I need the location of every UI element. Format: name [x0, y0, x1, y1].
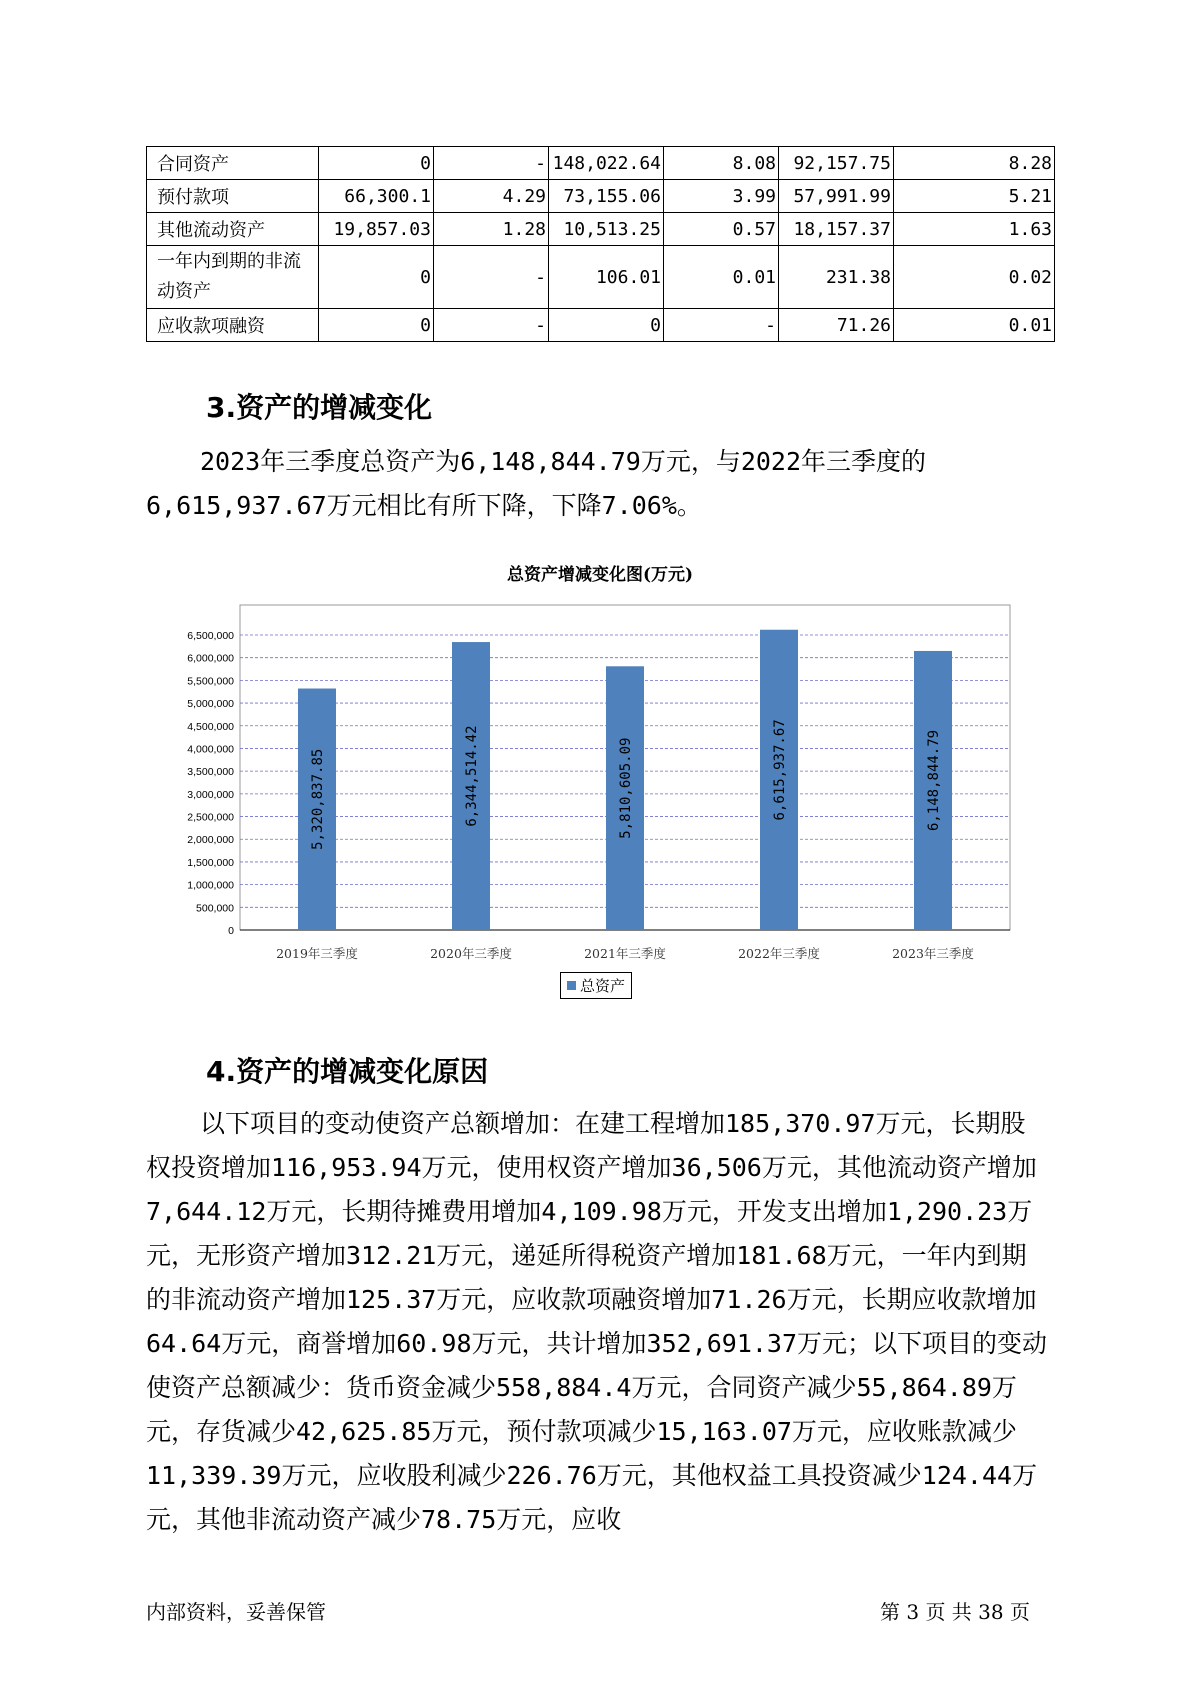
y-tick-label: 5,500,000 — [187, 675, 234, 688]
x-category-label: 2023年三季度 — [892, 946, 974, 960]
bar-data-label: 6,148,844.79 — [926, 729, 942, 832]
section-3-heading: 3.资产的增减变化 — [206, 391, 433, 424]
x-category-label: 2019年三季度 — [276, 946, 358, 960]
y-tick-label: 4,000,000 — [187, 743, 234, 756]
row-label: 一年内到期的非流动资产 — [147, 246, 319, 309]
cell: 0.57 — [664, 213, 779, 246]
y-tick-label: 2,500,000 — [187, 811, 234, 824]
cell: - — [664, 309, 779, 342]
table-row — [147, 180, 1055, 213]
legend-swatch — [567, 981, 576, 990]
footer-confidential: 内部资料，妥善保管 — [146, 1600, 326, 1624]
y-tick-label: 3,000,000 — [187, 788, 234, 801]
y-tick-label: 4,500,000 — [187, 720, 234, 733]
bar-data-label: 6,344,514.42 — [464, 725, 480, 827]
table-row — [147, 246, 1055, 309]
cell: 0 — [319, 309, 434, 342]
cell: 66,300.1 — [319, 180, 434, 213]
table-row — [147, 213, 1055, 246]
bar-data-label: 5,810,605.09 — [618, 737, 634, 839]
cell: 0 — [319, 246, 434, 309]
cell: 19,857.03 — [319, 213, 434, 246]
y-tick-label: 6,000,000 — [187, 652, 234, 665]
row-label: 应收款项融资 — [147, 309, 319, 342]
cell: 1.63 — [894, 213, 1055, 246]
section-4-paragraph: 以下项目的变动使资产总额增加：在建工程增加185,370.97万元，长期股权投资增加116,953.94万元，使用权资产增加36,506万元，其他流动资产增加7,644.12万元，长期待摊费用增加4,109.98万元，开发支出增加1,290.23万元，无形资产增加312.21万元，递延所得税资产增加181.68万元，一年内到期的非流动资产增加125.37万元，应收款项融资增加71.26万元，长期应收款增加64.64万元，商誉增加60.98万元，共计增加352,691.37万元；以下项目的变动使资产总额减少：货币资金减少558,884.4万元，合同资产减少55,864.89万元，存货减少42,625.85万元，预付款项减少15,163.07万元，应收账款减少11,339.39万元，应收股利减少226.76万元，其他权益工具投资减少124.44万元，其他非流动资产减少78.75万元，应收 — [146, 1109, 1048, 1534]
cell: 106.01 — [549, 246, 664, 309]
cell: 0.01 — [894, 309, 1055, 342]
cell: 0 — [319, 147, 434, 180]
legend-label: 总资产 — [580, 977, 626, 995]
x-category-label: 2021年三季度 — [584, 946, 666, 960]
cell: 3.99 — [664, 180, 779, 213]
y-tick-label: 0 — [228, 925, 234, 937]
y-tick-label: 1,000,000 — [187, 879, 234, 892]
y-tick-label: 1,500,000 — [187, 856, 234, 869]
cell: 92,157.75 — [779, 147, 894, 180]
row-label: 合同资产 — [147, 147, 319, 180]
chart-legend — [560, 972, 632, 999]
cell: 8.08 — [664, 147, 779, 180]
table-row — [147, 147, 1055, 180]
cell: - — [434, 309, 549, 342]
cell: 4.29 — [434, 180, 549, 213]
cell: 0.01 — [664, 246, 779, 309]
cell: 0.02 — [894, 246, 1055, 309]
cell: 10,513.25 — [549, 213, 664, 246]
x-category-label: 2022年三季度 — [738, 946, 820, 960]
cell: - — [434, 246, 549, 309]
y-tick-label: 500,000 — [196, 902, 234, 915]
cell: 57,991.99 — [779, 180, 894, 213]
cell: 148,022.64 — [549, 147, 664, 180]
table-row — [147, 309, 1055, 342]
cell: - — [434, 147, 549, 180]
cell: 0 — [549, 309, 664, 342]
y-tick-label: 6,500,000 — [187, 630, 234, 642]
x-category-label: 2020年三季度 — [430, 946, 512, 960]
y-tick-label: 2,000,000 — [187, 834, 234, 847]
cell: 231.38 — [779, 246, 894, 309]
asset-table — [146, 146, 1055, 342]
cell: 71.26 — [779, 309, 894, 342]
cell: 18,157.37 — [779, 213, 894, 246]
section-3-paragraph: 2023年三季度总资产为6,148,844.79万元，与2022年三季度的6,615,937.67万元相比有所下降，下降7.06%。 — [146, 447, 927, 520]
y-tick-label: 3,500,000 — [187, 766, 234, 779]
bar-data-label: 6,615,937.67 — [772, 719, 788, 821]
cell: 1.28 — [434, 213, 549, 246]
chart-title: 总资产增减变化图(万元) — [506, 565, 694, 585]
y-tick-label: 5,000,000 — [187, 698, 234, 711]
cell: 5.21 — [894, 180, 1055, 213]
total-assets-bar-chart — [160, 590, 1040, 960]
row-label: 预付款项 — [147, 180, 319, 213]
bar-data-label: 5,320,837.85 — [310, 748, 326, 850]
footer-page-number: 第 3 页 共 38 页 — [880, 1600, 1030, 1624]
cell: 8.28 — [894, 147, 1055, 180]
row-label: 其他流动资产 — [147, 213, 319, 246]
cell: 73,155.06 — [549, 180, 664, 213]
section-4-heading: 4.资产的增减变化原因 — [206, 1055, 489, 1088]
